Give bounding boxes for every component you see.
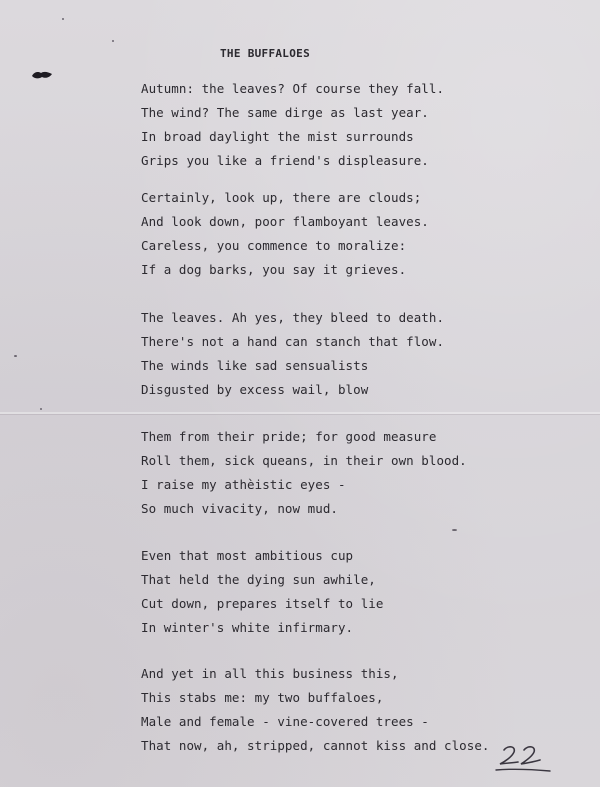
stanza-4 xyxy=(141,425,581,521)
handwritten-page-number xyxy=(494,740,554,776)
poem-line: Cut down, prepares itself to lie xyxy=(141,596,384,611)
stanza-1 xyxy=(141,77,581,173)
poem-line: The leaves. Ah yes, they bleed to death. xyxy=(141,310,445,325)
paper-speck xyxy=(112,40,114,42)
poem-line: And yet in all this business this, xyxy=(141,666,399,681)
stanza-2 xyxy=(141,186,581,282)
poem-line: So much vivacity, now mud. xyxy=(141,501,338,516)
stanza-3 xyxy=(141,306,581,402)
ink-blot-mark xyxy=(31,70,53,80)
poem-title: THE BUFFALOES xyxy=(220,47,310,60)
poem-line: Careless, you commence to moralize: xyxy=(141,238,407,253)
poem-line: If a dog barks, you say it grieves. xyxy=(141,262,407,277)
poem-line: The wind? The same dirge as last year. xyxy=(141,105,429,120)
poem-line: Autumn: the leaves? Of course they fall. xyxy=(141,81,445,96)
paper-fold-line xyxy=(0,412,600,414)
poem-line: Grips you like a friend's displeasure. xyxy=(141,153,429,168)
poem-line: Roll them, sick queans, in their own blood. xyxy=(141,453,467,468)
paper-speck xyxy=(452,529,457,531)
poem-line: In broad daylight the mist surrounds xyxy=(141,129,414,144)
poem-line: Disgusted by excess wail, blow xyxy=(141,382,369,397)
poem-line: Even that most ambitious cup xyxy=(141,548,354,563)
poem-line: Male and female - vine-covered trees - xyxy=(141,714,429,729)
poem-line: That now, ah, stripped, cannot kiss and close. xyxy=(141,738,490,753)
poem-line: That held the dying sun awhile, xyxy=(141,572,376,587)
poem-line: I raise my athèistic eyes - xyxy=(141,477,346,492)
poem-line: And look down, poor flamboyant leaves. xyxy=(141,214,429,229)
poem-line: The winds like sad sensualists xyxy=(141,358,369,373)
stanza-5 xyxy=(141,544,581,640)
poem-line: In winter's white infirmary. xyxy=(141,620,354,635)
poem-line: There's not a hand can stanch that flow. xyxy=(141,334,445,349)
poem-line: Them from their pride; for good measure xyxy=(141,429,437,444)
poem-line: This stabs me: my two buffaloes, xyxy=(141,690,384,705)
paper-speck xyxy=(40,408,42,410)
paper-speck xyxy=(62,18,64,20)
paper-speck xyxy=(14,355,17,357)
poem-line: Certainly, look up, there are clouds; xyxy=(141,190,422,205)
